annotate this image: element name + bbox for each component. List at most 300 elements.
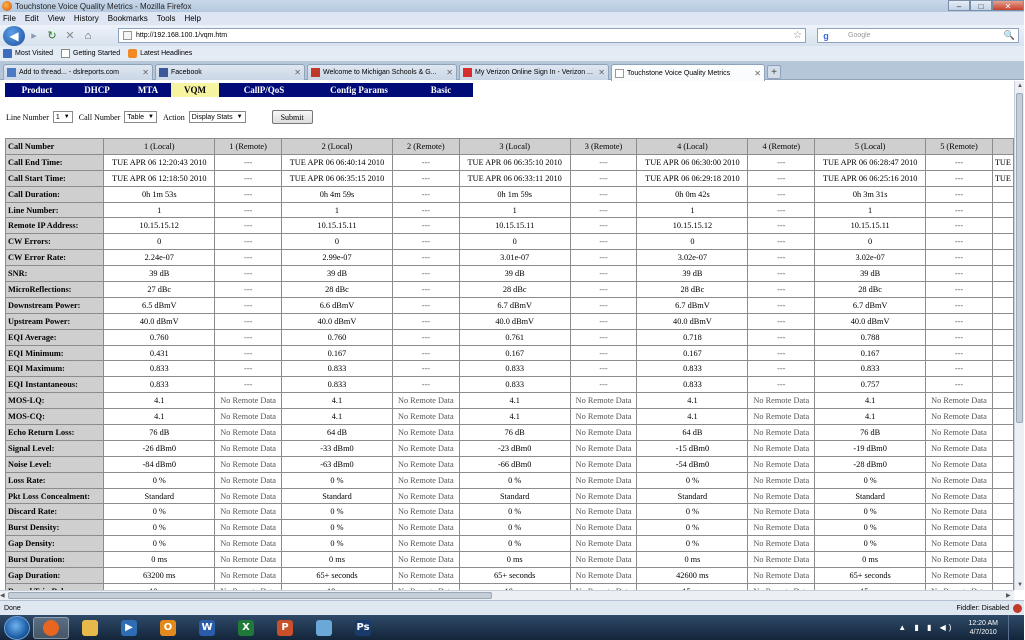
tray-icons[interactable]: ▲ ▮ ▮ ◀) bbox=[898, 623, 955, 632]
verizon-favicon-icon bbox=[463, 68, 472, 77]
table-cell bbox=[992, 345, 1013, 361]
row-label: Upstream Power: bbox=[6, 313, 104, 329]
table-cell: TUE APR 06 06:35:15 2010 bbox=[281, 170, 392, 186]
table-cell: --- bbox=[926, 218, 993, 234]
home-button[interactable]: ⌂ bbox=[84, 29, 92, 42]
header-row bbox=[6, 139, 1014, 155]
scroll-down-icon[interactable]: ▼ bbox=[1017, 582, 1023, 588]
tab-close-icon[interactable]: ✕ bbox=[446, 68, 453, 77]
site-identity-icon[interactable] bbox=[123, 31, 132, 40]
table-cell bbox=[992, 250, 1013, 266]
taskbar-firefox[interactable] bbox=[33, 617, 69, 639]
table-cell: 4.1 bbox=[281, 393, 392, 409]
table-cell: No Remote Data bbox=[393, 504, 460, 520]
column-header: 1 (Local) bbox=[104, 139, 215, 155]
menu-edit[interactable]: Edit bbox=[24, 14, 39, 23]
table-cell: 0.167 bbox=[637, 345, 748, 361]
table-cell: --- bbox=[215, 250, 282, 266]
tab-label: My Verizon Online Sign In - Verizon ... bbox=[475, 69, 593, 76]
url-text[interactable]: http://192.168.100.1/vqm.htm bbox=[136, 32, 228, 39]
column-header: 3 (Remote) bbox=[570, 139, 637, 155]
table-cell: --- bbox=[926, 313, 993, 329]
table-row bbox=[6, 202, 1014, 218]
status-bar bbox=[0, 600, 1024, 615]
table-cell: 76 dB bbox=[459, 425, 570, 441]
system-tray bbox=[898, 615, 1018, 640]
table-cell: --- bbox=[926, 234, 993, 250]
table-cell: 4.1 bbox=[459, 409, 570, 425]
close-window-button[interactable]: ✕ bbox=[992, 0, 1024, 11]
table-cell: 0 bbox=[104, 234, 215, 250]
word-icon: W bbox=[199, 620, 215, 636]
nav-config-params[interactable]: Config Params bbox=[330, 85, 388, 95]
tab-close-icon[interactable]: ✕ bbox=[754, 68, 761, 78]
scrollbar-thumb[interactable] bbox=[1016, 93, 1023, 423]
table-cell bbox=[992, 313, 1013, 329]
table-cell: -26 dBm0 bbox=[104, 440, 215, 456]
menu-bar bbox=[0, 12, 1024, 25]
table-cell bbox=[992, 329, 1013, 345]
table-cell: No Remote Data bbox=[393, 568, 460, 584]
table-cell: --- bbox=[926, 345, 993, 361]
table-cell: 0.833 bbox=[815, 361, 926, 377]
window-controls bbox=[948, 0, 1024, 12]
tab-facebook[interactable] bbox=[155, 64, 305, 80]
dslreports-favicon-icon bbox=[7, 68, 16, 77]
table-cell: 0.833 bbox=[459, 377, 570, 393]
taskbar-media-player[interactable] bbox=[111, 617, 147, 639]
table-cell: 65+ seconds bbox=[815, 568, 926, 584]
tab-close-icon[interactable]: ✕ bbox=[598, 68, 605, 77]
table-row bbox=[6, 313, 1014, 329]
vertical-scrollbar[interactable] bbox=[1014, 81, 1024, 590]
table-cell: 0 % bbox=[459, 472, 570, 488]
table-cell: 0.760 bbox=[281, 329, 392, 345]
table-row bbox=[6, 520, 1014, 536]
scroll-right-icon[interactable]: ▶ bbox=[1006, 593, 1011, 599]
table-cell: No Remote Data bbox=[748, 440, 815, 456]
table-cell: 4.1 bbox=[281, 409, 392, 425]
table-cell: -15 dBm0 bbox=[637, 440, 748, 456]
table-cell: 4.1 bbox=[815, 409, 926, 425]
table-cell: No Remote Data bbox=[215, 409, 282, 425]
table-cell: 4.1 bbox=[637, 409, 748, 425]
table-cell: 0 bbox=[459, 234, 570, 250]
table-cell: --- bbox=[215, 282, 282, 298]
table-cell: 1 bbox=[815, 202, 926, 218]
row-label: CW Errors: bbox=[6, 234, 104, 250]
table-cell: 0.833 bbox=[281, 361, 392, 377]
table-cell: 0.757 bbox=[815, 377, 926, 393]
table-cell: 4.1 bbox=[637, 393, 748, 409]
table-cell: 0 ms bbox=[815, 552, 926, 568]
scroll-left-icon[interactable]: ◀ bbox=[0, 593, 5, 599]
taskbar-powerpoint[interactable] bbox=[267, 617, 303, 639]
facebook-favicon-icon bbox=[159, 68, 168, 77]
line-number-label: Line Number bbox=[6, 112, 49, 122]
table-cell: 0 ms bbox=[459, 552, 570, 568]
tab-dslreports[interactable] bbox=[3, 64, 153, 80]
table-cell: 1 bbox=[104, 202, 215, 218]
firefox-icon bbox=[43, 620, 59, 636]
table-cell: 0h 1m 59s bbox=[459, 186, 570, 202]
table-cell bbox=[992, 456, 1013, 472]
table-cell: TUE bbox=[992, 170, 1013, 186]
table-cell: No Remote Data bbox=[570, 488, 637, 504]
table-row bbox=[6, 186, 1014, 202]
row-label: Call End Time: bbox=[6, 154, 104, 170]
stop-button[interactable]: ✕ bbox=[65, 30, 75, 42]
table-cell: 0 % bbox=[815, 504, 926, 520]
table-cell: No Remote Data bbox=[570, 552, 637, 568]
fiddler-status[interactable]: Fiddler: Disabled bbox=[956, 604, 1009, 612]
table-row bbox=[6, 536, 1014, 552]
table-cell: --- bbox=[393, 154, 460, 170]
row-label: Gap Duration: bbox=[6, 568, 104, 584]
forward-button[interactable]: ▸ bbox=[31, 30, 37, 42]
table-row bbox=[6, 154, 1014, 170]
table-cell: --- bbox=[570, 282, 637, 298]
table-cell: 40.0 dBmV bbox=[104, 313, 215, 329]
table-cell: 0.167 bbox=[815, 345, 926, 361]
table-cell: 0.833 bbox=[104, 377, 215, 393]
table-cell: No Remote Data bbox=[393, 440, 460, 456]
submit-button[interactable]: Submit bbox=[272, 110, 313, 124]
nav-dhcp[interactable]: DHCP bbox=[84, 85, 110, 95]
table-cell bbox=[992, 218, 1013, 234]
page-favicon-icon bbox=[615, 69, 624, 78]
table-cell: 0h 3m 31s bbox=[815, 186, 926, 202]
table-cell: 0 % bbox=[459, 520, 570, 536]
table-cell: No Remote Data bbox=[926, 536, 993, 552]
table-cell: --- bbox=[393, 329, 460, 345]
table-cell: 10.15.15.11 bbox=[459, 218, 570, 234]
table-cell: 4.1 bbox=[104, 409, 215, 425]
search-icon[interactable]: 🔍 bbox=[1003, 30, 1015, 40]
table-cell: --- bbox=[926, 170, 993, 186]
taskbar-word[interactable] bbox=[189, 617, 225, 639]
table-cell: 0.788 bbox=[815, 329, 926, 345]
tab-strip bbox=[0, 62, 1024, 80]
table-row bbox=[6, 234, 1014, 250]
row-label: Call Start Time: bbox=[6, 170, 104, 186]
table-cell bbox=[992, 568, 1013, 584]
table-cell: 0 ms bbox=[637, 552, 748, 568]
table-cell: No Remote Data bbox=[748, 504, 815, 520]
table-cell: 0 % bbox=[815, 536, 926, 552]
table-cell: No Remote Data bbox=[570, 504, 637, 520]
column-header: 4 (Local) bbox=[637, 139, 748, 155]
action-select[interactable] bbox=[189, 111, 246, 123]
table-cell: 0.833 bbox=[104, 361, 215, 377]
table-cell: 0 ms bbox=[281, 552, 392, 568]
table-cell: 39 dB bbox=[815, 266, 926, 282]
table-cell: Standard bbox=[459, 488, 570, 504]
table-cell: -63 dBm0 bbox=[281, 456, 392, 472]
nav-callp-qos[interactable]: CallP/QoS bbox=[243, 85, 285, 95]
table-cell: --- bbox=[393, 345, 460, 361]
table-cell: 63200 ms bbox=[104, 568, 215, 584]
table-cell: Standard bbox=[637, 488, 748, 504]
maximize-button[interactable]: □ bbox=[970, 0, 992, 11]
table-cell: --- bbox=[926, 250, 993, 266]
tab-michigan-schools[interactable] bbox=[307, 64, 457, 80]
table-cell: No Remote Data bbox=[215, 472, 282, 488]
menu-file[interactable]: File bbox=[3, 14, 16, 23]
table-cell: --- bbox=[570, 313, 637, 329]
tab-close-icon[interactable]: ✕ bbox=[142, 68, 149, 77]
table-row bbox=[6, 345, 1014, 361]
table-cell: No Remote Data bbox=[215, 536, 282, 552]
table-cell: 0 % bbox=[459, 504, 570, 520]
firefox-icon bbox=[2, 1, 12, 11]
google-icon[interactable]: g bbox=[823, 30, 829, 41]
table-cell: --- bbox=[748, 345, 815, 361]
nav-basic[interactable]: Basic bbox=[430, 85, 452, 95]
table-row bbox=[6, 440, 1014, 456]
table-cell: 0 % bbox=[637, 472, 748, 488]
row-label: Loss Rate: bbox=[6, 472, 104, 488]
bookmark-most-visited[interactable] bbox=[3, 49, 53, 58]
scrollbar-thumb[interactable] bbox=[8, 592, 492, 599]
url-bar[interactable] bbox=[118, 28, 806, 43]
row-label: SNR: bbox=[6, 266, 104, 282]
table-cell: TUE APR 06 06:35:10 2010 bbox=[459, 154, 570, 170]
table-cell: --- bbox=[393, 377, 460, 393]
menu-tools[interactable]: Tools bbox=[156, 14, 176, 23]
table-cell: No Remote Data bbox=[393, 425, 460, 441]
table-cell: TUE APR 06 06:28:47 2010 bbox=[815, 154, 926, 170]
table-cell: --- bbox=[748, 202, 815, 218]
reload-button[interactable]: ↻ bbox=[47, 30, 57, 42]
row-label: Burst Density: bbox=[6, 520, 104, 536]
table-cell: No Remote Data bbox=[570, 393, 637, 409]
table-cell: --- bbox=[215, 313, 282, 329]
table-row bbox=[6, 552, 1014, 568]
call-number-select[interactable] bbox=[124, 111, 157, 123]
table-row bbox=[6, 297, 1014, 313]
line-number-value: 1 bbox=[55, 113, 60, 121]
table-cell: 0 % bbox=[637, 536, 748, 552]
show-desktop-button[interactable] bbox=[1008, 615, 1018, 640]
table-cell: --- bbox=[570, 329, 637, 345]
table-cell: No Remote Data bbox=[570, 472, 637, 488]
table-cell: 28 dBc bbox=[815, 282, 926, 298]
bookmarks-toolbar bbox=[0, 46, 1024, 62]
nav-mta[interactable]: MTA bbox=[137, 85, 159, 95]
table-cell bbox=[992, 202, 1013, 218]
table-cell: --- bbox=[926, 154, 993, 170]
table-cell: --- bbox=[570, 154, 637, 170]
table-cell: --- bbox=[748, 361, 815, 377]
table-cell: 6.7 dBmV bbox=[459, 297, 570, 313]
table-cell: No Remote Data bbox=[215, 440, 282, 456]
table-cell: --- bbox=[393, 186, 460, 202]
scroll-up-icon[interactable]: ▲ bbox=[1017, 83, 1023, 89]
table-cell: 0 % bbox=[815, 472, 926, 488]
table-cell bbox=[992, 377, 1013, 393]
window-title: Touchstone Voice Quality Metrics - Mozilla Firefox bbox=[15, 1, 192, 11]
row-label: Noise Level: bbox=[6, 456, 104, 472]
column-header: 5 (Local) bbox=[815, 139, 926, 155]
tab-label: Welcome to Michigan Schools & G... bbox=[323, 69, 437, 76]
table-cell: -19 dBm0 bbox=[815, 440, 926, 456]
table-cell: --- bbox=[570, 170, 637, 186]
table-row bbox=[6, 504, 1014, 520]
table-cell: No Remote Data bbox=[748, 552, 815, 568]
table-cell: 0 % bbox=[281, 472, 392, 488]
table-cell: 0.167 bbox=[459, 345, 570, 361]
table-cell: --- bbox=[570, 234, 637, 250]
table-cell: 39 dB bbox=[281, 266, 392, 282]
table-cell: TUE APR 06 06:30:00 2010 bbox=[637, 154, 748, 170]
table-cell: TUE APR 06 06:33:11 2010 bbox=[459, 170, 570, 186]
table-cell: --- bbox=[748, 282, 815, 298]
table-cell: 0.760 bbox=[104, 329, 215, 345]
table-cell: 1 bbox=[281, 202, 392, 218]
table-cell: 76 dB bbox=[815, 425, 926, 441]
new-tab-button[interactable]: + bbox=[767, 65, 781, 79]
table-cell: 0.833 bbox=[459, 361, 570, 377]
most-visited-icon bbox=[3, 49, 12, 58]
table-cell: No Remote Data bbox=[926, 568, 993, 584]
row-label: EQI Minimum: bbox=[6, 345, 104, 361]
start-button[interactable] bbox=[4, 616, 30, 640]
table-cell: No Remote Data bbox=[926, 440, 993, 456]
table-cell: --- bbox=[215, 202, 282, 218]
table-row bbox=[6, 361, 1014, 377]
table-cell: No Remote Data bbox=[393, 472, 460, 488]
table-cell bbox=[992, 297, 1013, 313]
table-cell: 2.24e-07 bbox=[104, 250, 215, 266]
table-cell: -84 dBm0 bbox=[104, 456, 215, 472]
clock[interactable] bbox=[968, 619, 998, 637]
table-cell: -33 dBm0 bbox=[281, 440, 392, 456]
table-cell: 6.7 dBmV bbox=[637, 297, 748, 313]
tab-label: Facebook bbox=[171, 69, 202, 76]
table-cell: 0 % bbox=[281, 504, 392, 520]
nav-product[interactable]: Product bbox=[21, 85, 53, 95]
table-cell: 39 dB bbox=[104, 266, 215, 282]
minimize-button[interactable]: – bbox=[948, 0, 970, 11]
table-cell: No Remote Data bbox=[748, 456, 815, 472]
menu-view[interactable]: View bbox=[47, 14, 65, 23]
table-row bbox=[6, 472, 1014, 488]
table-row bbox=[6, 218, 1014, 234]
table-body bbox=[6, 154, 1014, 599]
table-cell: TUE bbox=[992, 154, 1013, 170]
table-cell: --- bbox=[393, 250, 460, 266]
table-cell: --- bbox=[393, 234, 460, 250]
bookmark-latest-headlines[interactable] bbox=[128, 49, 192, 58]
table-cell: 0h 1m 53s bbox=[104, 186, 215, 202]
dropdown-arrow-icon: ▼ bbox=[236, 114, 243, 120]
rss-icon bbox=[128, 49, 137, 58]
tab-verizon[interactable] bbox=[459, 64, 609, 80]
table-cell: No Remote Data bbox=[215, 504, 282, 520]
table-cell: No Remote Data bbox=[215, 425, 282, 441]
notepad-icon bbox=[316, 620, 332, 636]
search-bar[interactable] bbox=[817, 28, 1019, 43]
table-cell: --- bbox=[215, 297, 282, 313]
table-cell: 65+ seconds bbox=[459, 568, 570, 584]
back-button[interactable]: ◀ bbox=[3, 26, 25, 46]
search-input[interactable]: Google bbox=[848, 32, 871, 39]
menu-help[interactable]: Help bbox=[184, 14, 201, 23]
menu-bookmarks[interactable]: Bookmarks bbox=[107, 14, 148, 23]
table-cell bbox=[992, 266, 1013, 282]
taskbar-explorer[interactable] bbox=[72, 617, 108, 639]
table-cell: 0 ms bbox=[104, 552, 215, 568]
table-cell: No Remote Data bbox=[926, 425, 993, 441]
table-cell: No Remote Data bbox=[570, 456, 637, 472]
row-label: Downstream Power: bbox=[6, 297, 104, 313]
table-cell bbox=[992, 409, 1013, 425]
horizontal-scrollbar[interactable] bbox=[0, 590, 1014, 600]
table-cell: --- bbox=[748, 170, 815, 186]
table-cell: --- bbox=[926, 282, 993, 298]
nav-vqm[interactable]: VQM bbox=[171, 83, 219, 97]
action-label: Action bbox=[162, 112, 185, 122]
windows-taskbar bbox=[0, 615, 1024, 640]
table-cell: No Remote Data bbox=[215, 552, 282, 568]
table-cell: No Remote Data bbox=[748, 409, 815, 425]
excel-icon: X bbox=[238, 620, 254, 636]
table-cell bbox=[992, 552, 1013, 568]
vqm-stats-table bbox=[5, 138, 1014, 600]
table-cell: --- bbox=[926, 329, 993, 345]
bookmark-getting-started[interactable] bbox=[61, 49, 120, 58]
dropdown-arrow-icon: ▼ bbox=[148, 114, 154, 120]
table-cell: No Remote Data bbox=[393, 520, 460, 536]
row-label: Burst Duration: bbox=[6, 552, 104, 568]
table-cell: 28 dBc bbox=[637, 282, 748, 298]
table-cell: No Remote Data bbox=[748, 425, 815, 441]
table-cell: No Remote Data bbox=[215, 520, 282, 536]
table-cell: No Remote Data bbox=[215, 456, 282, 472]
table-cell: --- bbox=[215, 377, 282, 393]
row-label: MicroReflections: bbox=[6, 282, 104, 298]
table-cell bbox=[992, 488, 1013, 504]
table-cell: --- bbox=[926, 202, 993, 218]
line-number-select[interactable] bbox=[53, 111, 73, 123]
taskbar-notepad[interactable] bbox=[306, 617, 342, 639]
row-label: MOS-CQ: bbox=[6, 409, 104, 425]
table-cell: 6.5 dBmV bbox=[104, 297, 215, 313]
tab-close-icon[interactable]: ✕ bbox=[294, 68, 301, 77]
table-cell: 6.7 dBmV bbox=[815, 297, 926, 313]
bookmark-label: Latest Headlines bbox=[140, 50, 193, 57]
call-number-value: Table bbox=[127, 113, 145, 121]
taskbar-outlook[interactable] bbox=[150, 617, 186, 639]
bookmark-star-icon[interactable]: ☆ bbox=[793, 30, 802, 41]
table-cell: No Remote Data bbox=[570, 409, 637, 425]
taskbar-photoshop[interactable] bbox=[345, 617, 381, 639]
table-cell: 40.0 dBmV bbox=[459, 313, 570, 329]
menu-history[interactable]: History bbox=[73, 14, 99, 23]
table-cell: No Remote Data bbox=[926, 409, 993, 425]
fiddler-icon[interactable] bbox=[1013, 604, 1022, 613]
taskbar-excel[interactable] bbox=[228, 617, 264, 639]
table-cell: 40.0 dBmV bbox=[637, 313, 748, 329]
media-player-icon: ▶ bbox=[121, 620, 137, 636]
row-label: Call Duration: bbox=[6, 186, 104, 202]
tab-touchstone-vqm[interactable] bbox=[611, 64, 765, 81]
table-row bbox=[6, 377, 1014, 393]
table-cell bbox=[992, 393, 1013, 409]
table-cell: --- bbox=[748, 377, 815, 393]
table-cell: 0 bbox=[637, 234, 748, 250]
